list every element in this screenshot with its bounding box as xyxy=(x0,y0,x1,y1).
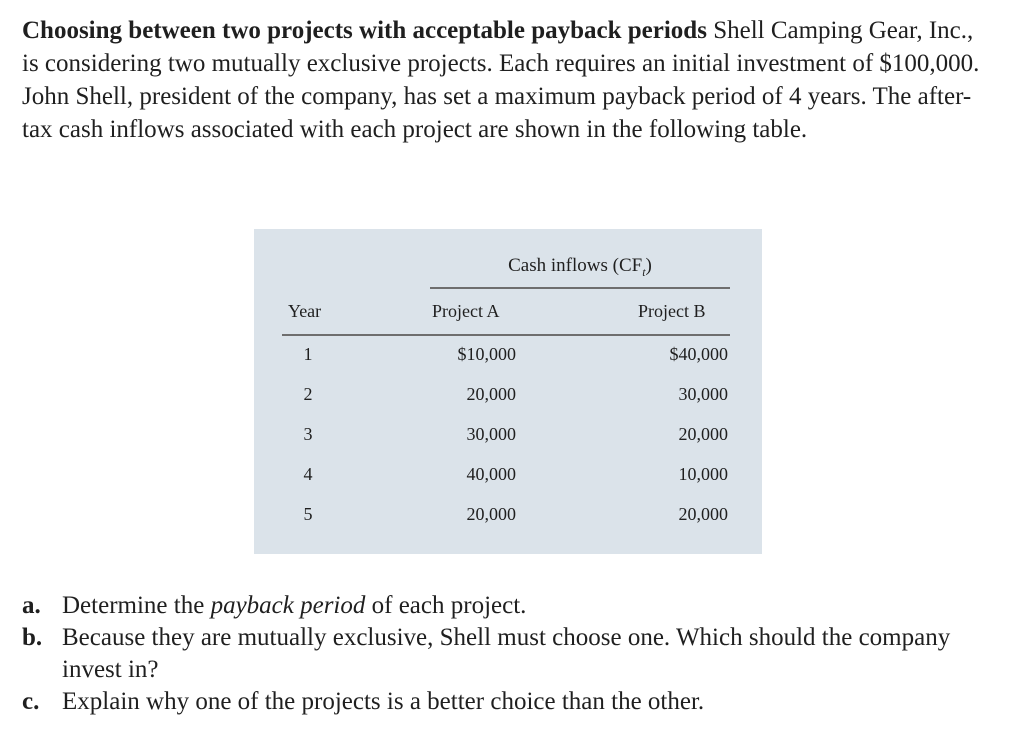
question-label: c. xyxy=(22,688,40,715)
table-cell-project-a: 20,000 xyxy=(466,384,516,404)
column-header-year: Year xyxy=(288,301,322,321)
question-c xyxy=(22,686,1002,718)
table-cell-project-b: 30,000 xyxy=(678,384,728,404)
question-label: b. xyxy=(22,624,43,651)
table-cell-year: 5 xyxy=(303,504,313,524)
group-header-text: Cash inflows (CF xyxy=(508,255,643,276)
table-cell-project-a: 30,000 xyxy=(466,424,516,444)
question-label: a. xyxy=(22,592,41,619)
table-cell-year: 4 xyxy=(303,464,313,484)
table-cell-year: 3 xyxy=(303,424,313,444)
column-header-project-b: Project B xyxy=(638,301,706,321)
table-cell-project-a: $10,000 xyxy=(457,344,516,364)
question-emphasis: payback period xyxy=(210,592,366,619)
question-b xyxy=(22,622,1002,686)
table-cell-year: 1 xyxy=(303,344,313,364)
question-text: Explain why one of the projects is a better choice than the other. xyxy=(62,688,705,715)
question-a xyxy=(22,590,1002,622)
table-cell-project-b: 20,000 xyxy=(678,424,728,444)
table-cell-project-b: $40,000 xyxy=(669,344,728,364)
question-text: Determine the xyxy=(62,592,211,619)
table-cell-project-b: 20,000 xyxy=(678,504,728,524)
table-cell-project-a: 20,000 xyxy=(466,504,516,524)
question-text: Because they are mutually exclusive, Shell must choose one. Which should the company invest in? xyxy=(62,624,951,683)
table-cell-year: 2 xyxy=(303,384,313,404)
table-cell-project-b: 10,000 xyxy=(678,464,728,484)
group-header-rule xyxy=(430,287,730,289)
table-cell-project-a: 40,000 xyxy=(466,464,516,484)
question-text-end: of each project. xyxy=(365,592,527,619)
problem-statement xyxy=(22,14,982,146)
problem-title: Choosing between two projects with acceptable payback periods xyxy=(22,17,707,44)
column-header-project-a: Project A xyxy=(432,301,500,321)
group-header-subscript: t xyxy=(642,264,646,279)
column-header-rule xyxy=(282,334,730,336)
cash-inflows-group-header xyxy=(430,255,730,280)
question-list xyxy=(22,590,1002,718)
problem-body: Shell Camping Gear, Inc., is considering two mutually exclusive projects. Each requires an initial investment of $100,000. John Shell, president of the company, has set a maximum payback period of 4 years. The after-tax cash inflows associated with each project are shown in the following table. xyxy=(22,17,980,143)
group-header-close: ) xyxy=(645,255,652,276)
